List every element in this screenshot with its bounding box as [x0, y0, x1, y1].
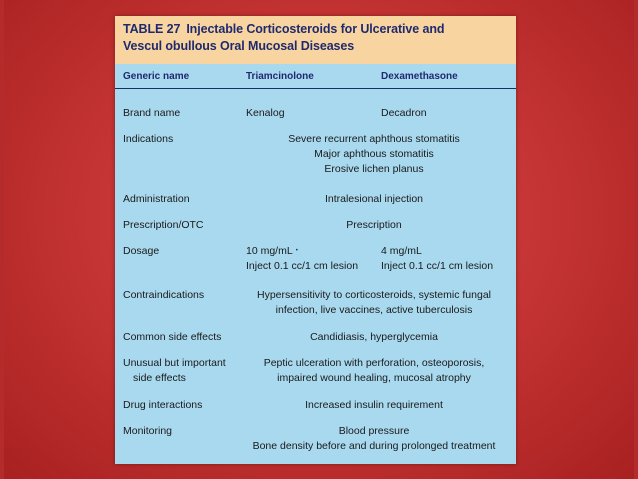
dosage-instruction: Inject 0.1 cc/1 cm lesion	[246, 260, 359, 272]
row-label: Administration	[123, 193, 190, 205]
monitoring-line: Bone density before and during prolonged treatment	[252, 440, 496, 452]
row-label: Monitoring	[123, 425, 173, 437]
row-label: Contraindications	[123, 289, 205, 301]
contraindication-line: infection, live vaccines, active tuberculosis	[275, 304, 473, 316]
header-generic-name: Generic name	[123, 71, 190, 82]
indication-line: Major aphthous stomatitis	[314, 148, 434, 160]
row-label: Drug interactions	[123, 399, 203, 411]
row-label	[123, 356, 245, 386]
row-label: Brand name	[123, 107, 181, 119]
cell-prescription: Prescription	[346, 219, 402, 231]
cell-triamcinolone-dosage	[246, 244, 358, 274]
row-label-line: Unusual but important	[123, 357, 226, 369]
title-line-2: Vescul obullous Oral Mucosal Diseases	[123, 39, 355, 53]
title-band	[115, 16, 516, 64]
indication-line: Erosive lichen planus	[324, 163, 424, 175]
title-line-1: Injectable Corticosteroids for Ulcerative and	[186, 22, 445, 36]
table-title	[123, 21, 508, 55]
cell-contraindications	[239, 288, 509, 318]
table-number: TABLE 27	[123, 22, 181, 36]
right-edge-strip	[634, 0, 638, 479]
cell-dexamethasone: Decadron	[381, 107, 427, 119]
cell-dexamethasone-dosage	[381, 244, 493, 274]
cell-common-side-effects: Candidiasis, hyperglycemia	[310, 331, 438, 343]
cell-indications	[239, 132, 509, 177]
row-label: Prescription/OTC	[123, 219, 204, 231]
row-label: Dosage	[123, 245, 160, 257]
header-dexamethasone: Dexamethasone	[381, 71, 458, 82]
dosage-concentration: 10 mg/mL	[246, 245, 293, 257]
side-effect-line: Peptic ulceration with perforation, osteoporosis,	[263, 357, 485, 369]
table-header-row	[115, 64, 516, 89]
cell-monitoring	[239, 424, 509, 454]
cell-administration: Intralesional injection	[324, 193, 424, 205]
footnote-marker: •	[295, 248, 298, 254]
dosage-instruction: Inject 0.1 cc/1 cm lesion	[381, 260, 494, 272]
cell-unusual-side-effects	[239, 356, 509, 386]
indication-line: Severe recurrent aphthous stomatitis	[288, 133, 460, 145]
cell-triamcinolone: Kenalog	[246, 107, 285, 119]
dosage-concentration: 4 mg/mL	[381, 245, 422, 257]
contraindication-line: Hypersensitivity to corticosteroids, systemic fungal	[257, 289, 491, 301]
row-label: Indications	[123, 133, 174, 145]
cell-drug-interactions: Increased insulin requirement	[305, 399, 443, 411]
monitoring-line: Blood pressure	[338, 425, 410, 437]
row-label-line: side effects	[133, 372, 186, 384]
side-effect-line: impaired wound healing, mucosal atrophy	[277, 372, 471, 384]
table-card	[115, 16, 516, 464]
row-label: Common side effects	[123, 331, 222, 343]
left-edge-strip	[0, 0, 4, 479]
header-triamcinolone: Triamcinolone	[246, 71, 314, 82]
